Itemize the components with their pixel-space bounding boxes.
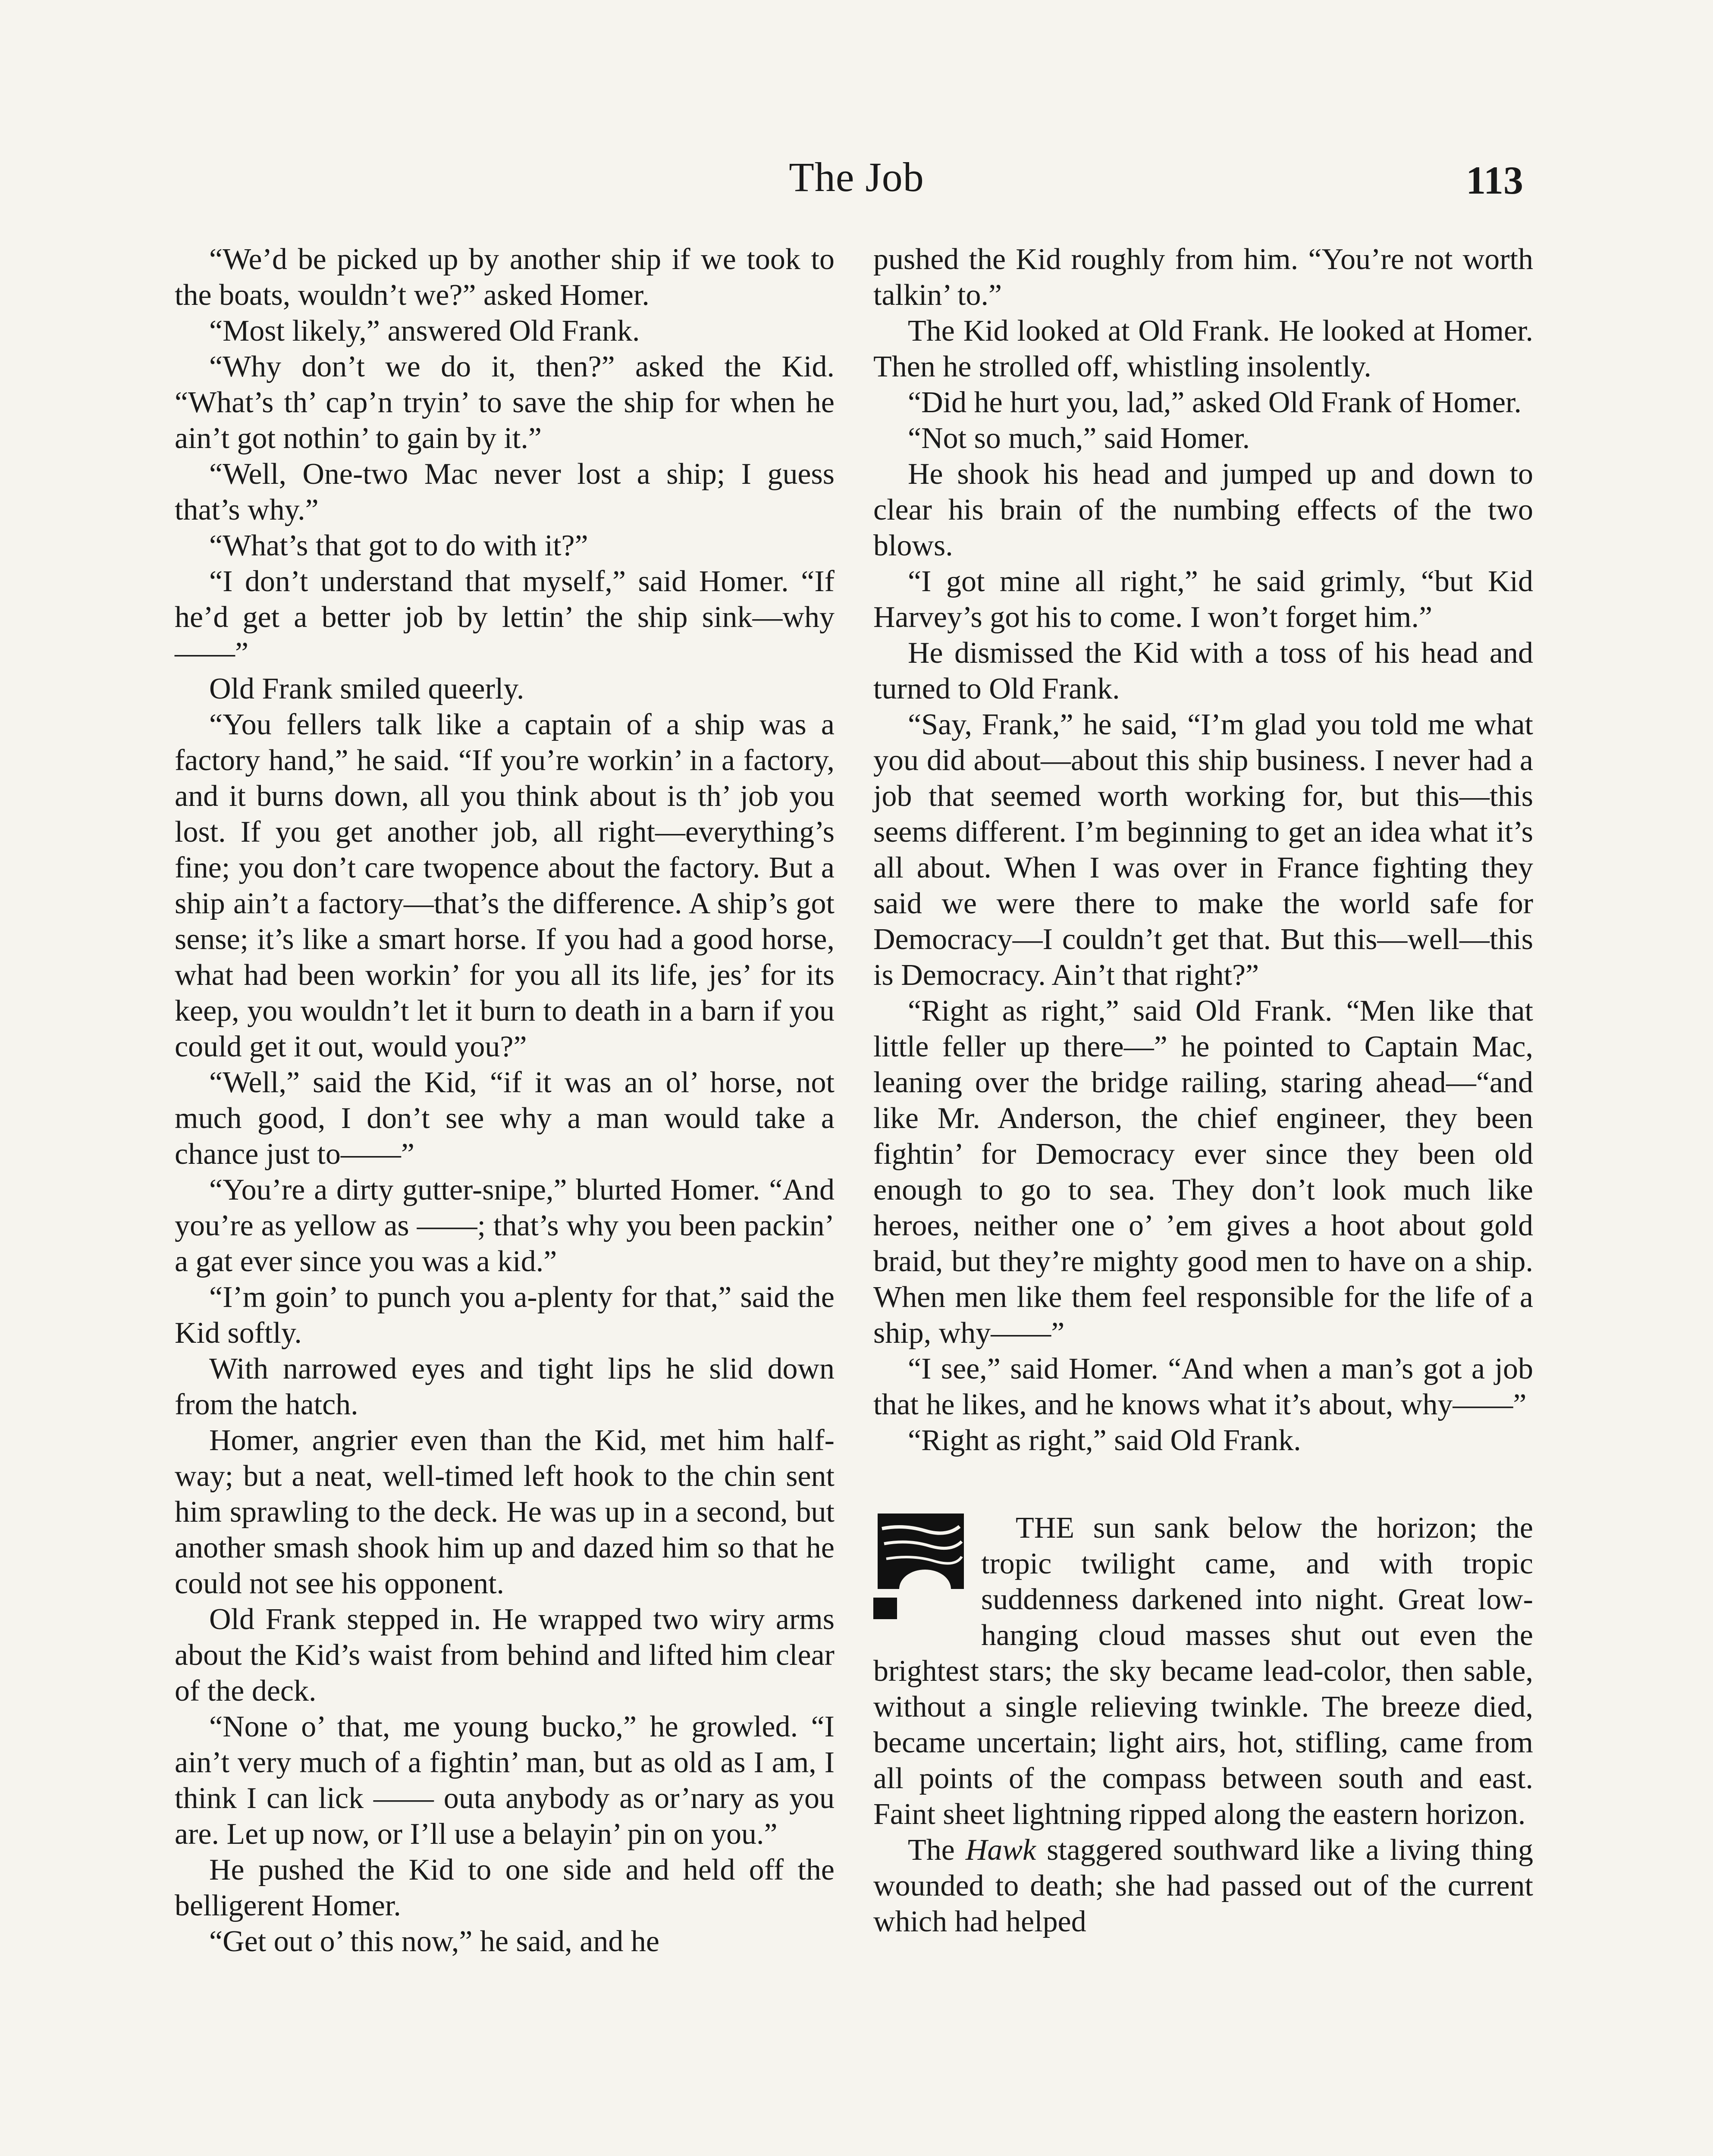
paragraph: “I got mine all right,” he said grimly, “but Kid Harvey’s got his to come. I won’t forget him.” xyxy=(873,565,1533,634)
paragraph: “Say, Frank,” he said, “I’m glad you told me what you did about—about this ship business. I never had a job that seemed worth working for, but this—this seems different. I’m beginning to get an idea what it’s all about. When I was over in France fighting they said we were there to make the world safe for Democracy—I couldn’t get that. But this—well—this is Democracy. Ain’t that right?” xyxy=(873,708,1533,992)
right-column-paragraphs xyxy=(873,241,1533,1458)
paragraph: “What’s that got to do with it?” xyxy=(209,529,588,562)
paragraph: “Most likely,” answered Old Frank. xyxy=(209,314,640,348)
running-title: The Job xyxy=(789,154,924,200)
paragraph: “Did he hurt you, lad,” asked Old Frank of Homer. xyxy=(908,386,1522,419)
paragraph: Old Frank smiled queerly. xyxy=(209,672,524,705)
paragraph: He pushed the Kid to one side and held off the belligerent Homer. xyxy=(175,1853,835,1922)
paragraph: Old Frank stepped in. He wrapped two wiry arms about the Kid’s waist from behind and lifted him clear of the deck. xyxy=(175,1603,835,1708)
paragraph: “Why don’t we do it, then?” asked the Kid. “What’s th’ cap’n tryin’ to save the ship for when he ain’t got nothin’ to gain by it.” xyxy=(175,350,835,455)
left-column xyxy=(175,241,835,1959)
section-next-paragraph: The Hawk staggered southward like a living thing wounded to death; she had passed out of the current which had helped xyxy=(873,1833,1534,1938)
paragraph: “We’d be picked up by another ship if we took to the boats, wouldn’t we?” asked Homer. xyxy=(175,243,835,312)
section-lead-paragraph: THE sun sank below the horizon; the tropic twilight came, and with tropic suddenness darkened into night. Great low-hanging cloud masses shut out even the brightest stars; the sky became lead-color, then sable, without a single relieving twinkle. The breeze died, became uncertain; light airs, hot, stifling, came from all points of the compass between south and east. Faint sheet lightning ripped along the eastern horizon. xyxy=(873,1511,1533,1831)
paragraph: “Get out o’ this now,” he said, and he xyxy=(209,1925,659,1958)
paragraph: “I don’t understand that myself,” said Homer. “If he’d get a better job by lettin’ the ship sink—why——” xyxy=(175,565,835,670)
paragraph: He shook his head and jumped up and down to clear his brain of the numbing effects of the two blows. xyxy=(873,458,1533,562)
section-opening xyxy=(873,1510,1533,1940)
right-column xyxy=(873,241,1533,1940)
paragraph: “Well, One-two Mac never lost a ship; I guess that’s why.” xyxy=(175,458,835,526)
paragraph: The Kid looked at Old Frank. He looked at Homer. Then he strolled off, whistling insolently. xyxy=(873,314,1533,383)
paragraph: “Right as right,” said Old Frank. “Men like that little feller up there—” he pointed to Captain Mac, leaning over the bridge railing, staring ahead—“and like Mr. Anderson, the chief engineer, they been fightin’ for Democracy ever since they been old enough to go to sea. They don’t look much like heroes, neither one o’ ’em gives a hoot about gold braid, but they’re mighty good men to have on a ship. When men like them feel responsible for the life of a ship, why——” xyxy=(873,994,1533,1350)
paragraph: He dismissed the Kid with a toss of his head and turned to Old Frank. xyxy=(873,636,1533,705)
page-number: 113 xyxy=(1466,158,1523,202)
paragraph: “I see,” said Homer. “And when a man’s got a job that he likes, and he knows what it’s about, why——” xyxy=(873,1352,1533,1421)
paragraph: Homer, angrier even than the Kid, met him half-way; but a neat, well-timed left hook to the chin sent him sprawling to the deck. He was up in a second, but another smash shook him up and dazed him so that he could not see his opponent. xyxy=(175,1424,835,1600)
paragraph: “Well,” said the Kid, “if it was an ol’ horse, not much good, I don’t see why a man would take a chance just to——” xyxy=(175,1066,835,1171)
paragraph: “I’m goin’ to punch you a-plenty for that,” said the Kid softly. xyxy=(175,1281,835,1350)
paragraph: “Right as right,” said Old Frank. xyxy=(908,1424,1301,1457)
paragraph: pushed the Kid roughly from him. “You’re not worth talkin’ to.” xyxy=(873,243,1533,312)
paragraph: “Not so much,” said Homer. xyxy=(908,422,1250,455)
paragraph: “You fellers talk like a captain of a ship was a factory hand,” he said. “If you’re workin’ in a factory, and it burns down, all you think about is th’ job you lost. If you get another job, all right—everything’s fine; you don’t care twopence about the factory. But a ship ain’t a factory—that’s the difference. A ship’s got sense; it’s like a smart horse. If you had a good horse, what had been workin’ for you all its life, jes’ for its keep, you wouldn’t let it burn to death in a barn if you could get it out, would you?” xyxy=(175,708,835,1063)
paragraph: “None o’ that, me young bucko,” he growled. “I ain’t very much of a fightin’ man, but as old as I am, I think I can lick —— outa anybody as or’nary as you are. Let up now, or I’ll use a belayin’ pin on you.” xyxy=(175,1710,835,1851)
paragraph: With narrowed eyes and tight lips he slid down from the hatch. xyxy=(175,1352,835,1421)
paragraph: “You’re a dirty gutter-snipe,” blurted Homer. “And you’re as yellow as ——; that’s why you been packin’ a gat ever since you was a kid.” xyxy=(175,1173,835,1278)
section-break xyxy=(873,1458,1533,1510)
sunset-ornament-icon xyxy=(873,1514,968,1619)
